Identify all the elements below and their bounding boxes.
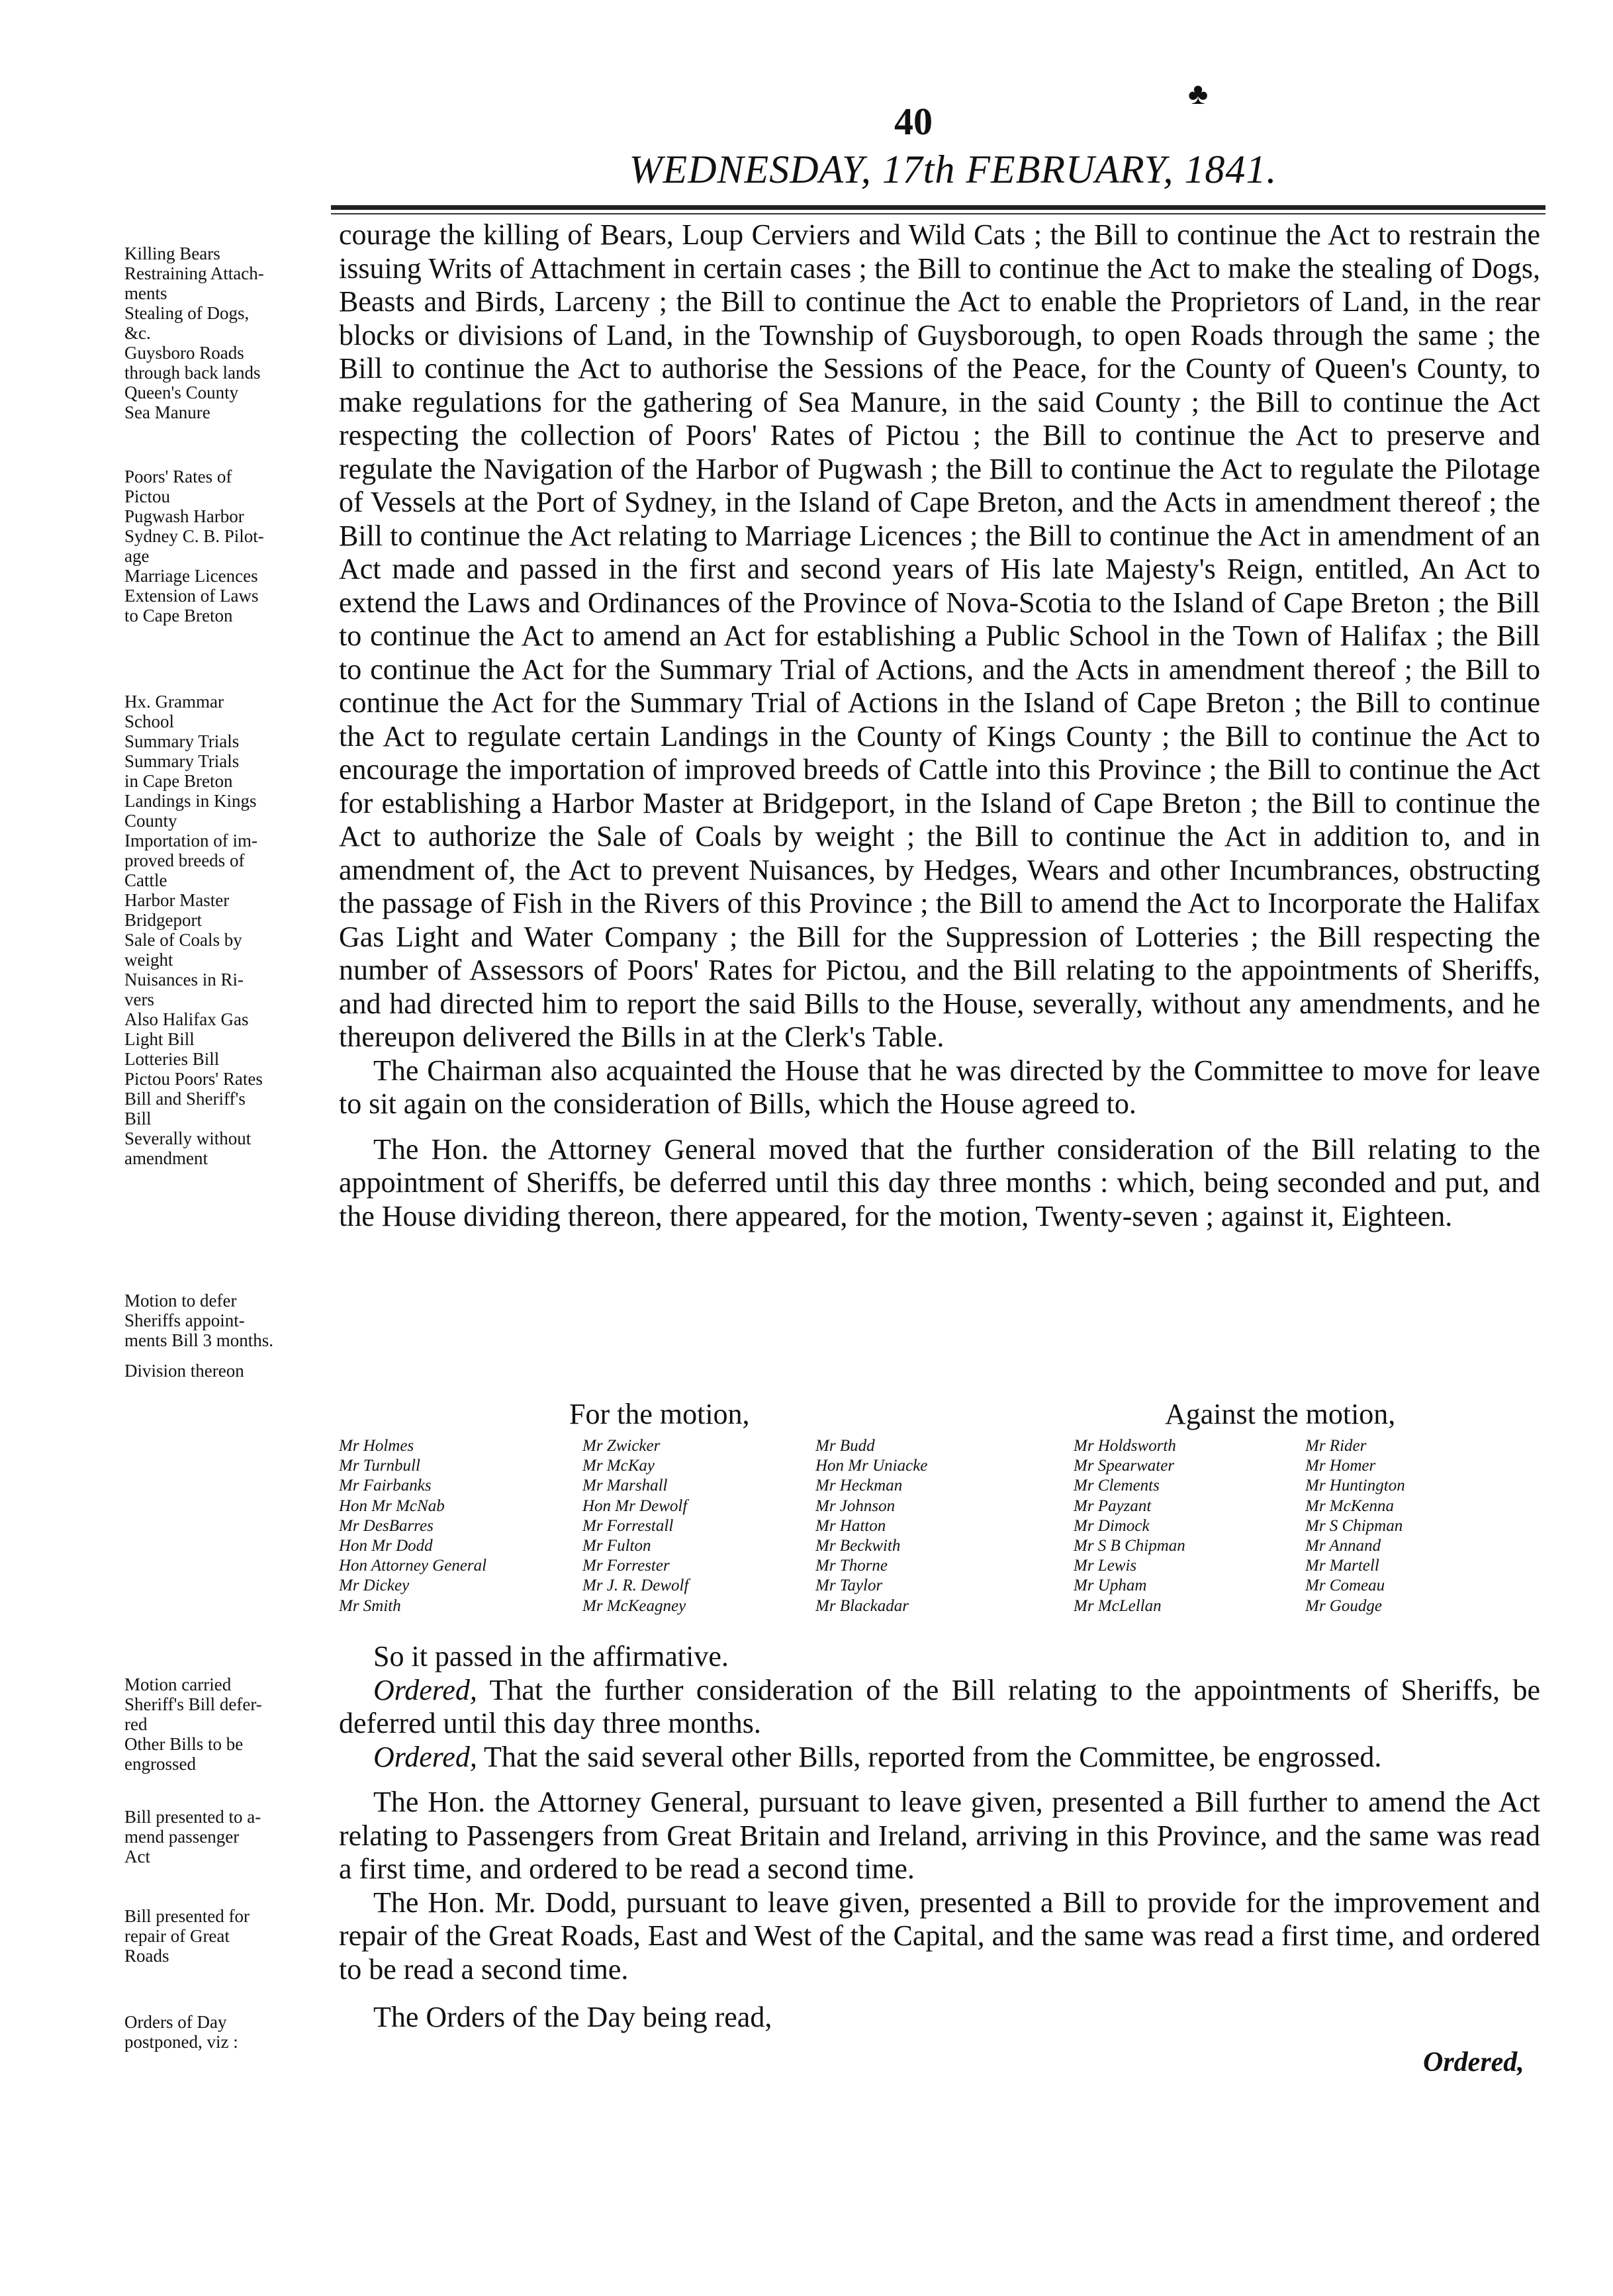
margin-note: Sydney C. B. Pilot- [124, 526, 264, 546]
page-header-date: WEDNESDAY, 17th FEBRUARY, 1841. [629, 148, 1277, 191]
paragraph-passenger-bill: The Hon. the Attorney General, pursuant to leave given, presented a Bill further to amend the Act relating to Passengers from Great Britain and Ireland, arriving in this Province, and the same was read a first time, and ordered to be read a second time. [339, 1786, 1540, 1885]
margin-note: Hx. Grammar [124, 692, 224, 712]
margin-note: Cattle [124, 870, 167, 890]
member-name: Mr J. R. Dewolf [582, 1577, 689, 1595]
margin-note: Act [124, 1847, 150, 1866]
margin-note: Sheriffs appoint- [124, 1310, 245, 1330]
body-text-lower [339, 1640, 1540, 2035]
margin-note: Light Bill [124, 1029, 195, 1049]
margin-notes-group-4 [124, 1291, 330, 1381]
margin-note: Summary Trials [124, 751, 240, 771]
margin-note: vers [124, 989, 154, 1009]
member-name: Mr Payzant [1074, 1496, 1152, 1515]
margin-note: through back lands [124, 363, 261, 383]
margin-note: Bill presented to a- [124, 1807, 261, 1827]
paragraph-roads-bill: The Hon. Mr. Dodd, pursuant to leave given, presented a Bill to provide for the improvement and repair of the Great Roads, East and West of the Capital, and the same was read a first time, and ordered to be read a second time. [339, 1886, 1540, 1986]
margin-note: Division thereon [124, 1361, 244, 1381]
for-motion-heading: For the motion, [569, 1398, 750, 1430]
member-name: Mr McKay [582, 1457, 655, 1475]
for-column-2 [582, 1436, 688, 1616]
margin-note: School [124, 712, 175, 731]
against-column-2 [1305, 1436, 1405, 1616]
margin-notes-group-5 [124, 1675, 330, 1774]
member-name: Hon Mr Uniacke [815, 1457, 928, 1475]
margin-note: ments [124, 283, 167, 303]
margin-notes-group-7 [124, 1906, 330, 1966]
margin-note: repair of Great [124, 1926, 230, 1946]
header-rule [331, 205, 1545, 210]
margin-note: red [124, 1714, 148, 1734]
margin-note: Pictou [124, 486, 171, 506]
ordered-text: That the said several other Bills, reported from the Committee, be engrossed. [477, 1740, 1382, 1773]
margin-note: Queen's County [124, 383, 239, 402]
margin-note: Sale of Coals by [124, 930, 242, 950]
margin-note: to Cape Breton [124, 606, 233, 625]
member-name: Mr Holmes [339, 1437, 414, 1455]
member-name: Mr S B Chipman [1074, 1537, 1185, 1555]
member-name: Mr Thorne [815, 1557, 888, 1575]
member-name: Mr Beckwith [815, 1537, 901, 1555]
member-name: Mr Fulton [582, 1537, 651, 1555]
margin-note: Poors' Rates of [124, 467, 232, 486]
margin-note: Motion to defer [124, 1291, 237, 1310]
margin-note: age [124, 546, 150, 566]
margin-note: Bridgeport [124, 910, 202, 930]
margin-note: Restraining Attach- [124, 263, 264, 283]
member-name: Mr Zwicker [582, 1437, 661, 1455]
member-name: Mr Forrester [582, 1557, 670, 1575]
margin-notes-group-1 [124, 244, 330, 422]
paragraph-motion: The Hon. the Attorney General moved that the further consideration of the Bill relating to the appointment of Sheriffs, be deferred until this day three months : which, being seconded and put, and the House dividing thereon, there appeared, for the motion, Twenty-seven ; against it, Eighteen. [339, 1132, 1540, 1232]
against-motion-heading: Against the motion, [1165, 1398, 1396, 1430]
member-name: Mr Fairbanks [339, 1477, 432, 1495]
member-name: Mr Clements [1074, 1477, 1160, 1495]
margin-notes-group-3 [124, 692, 330, 1168]
margin-note: Importation of im- [124, 831, 257, 850]
margin-note: Pictou Poors' Rates [124, 1069, 263, 1089]
margin-note: weight [124, 950, 173, 970]
member-name: Mr S Chipman [1305, 1516, 1403, 1535]
member-name: Mr McKenna [1305, 1496, 1394, 1515]
member-name: Mr Turnbull [339, 1457, 420, 1475]
margin-note: Stealing of Dogs, [124, 303, 250, 323]
margin-note: Also Halifax Gas [124, 1009, 249, 1029]
margin-note: Harbor Master [124, 890, 230, 910]
margin-note: engrossed [124, 1754, 196, 1774]
margin-note: Roads [124, 1946, 169, 1966]
margin-note: Landings in Kings [124, 791, 257, 811]
margin-note: Orders of Day [124, 2012, 227, 2032]
margin-note: Marriage Licences [124, 566, 258, 586]
margin-note: Pugwash Harbor [124, 506, 244, 526]
margin-note: Killing Bears [124, 244, 220, 263]
margin-note: Nuisances in Ri- [124, 970, 244, 989]
margin-notes-group-2 [124, 467, 330, 625]
margin-note: Extension of Laws [124, 586, 259, 606]
paragraph-orders-of-day: The Orders of the Day being read, [373, 2001, 772, 2033]
member-name: Mr McLellan [1074, 1596, 1162, 1615]
margin-note: Other Bills to be [124, 1734, 244, 1754]
margin-note: mend passenger [124, 1827, 240, 1847]
ordered-text: That the further consideration of the Bill relating to the appointments of Sheriffs, be deferred until this day three months. [339, 1673, 1540, 1739]
margin-note: Bill presented for [124, 1906, 250, 1926]
member-name: Mr Hatton [815, 1516, 886, 1535]
member-name: Mr DesBarres [339, 1516, 434, 1535]
member-name: Mr Forrestall [582, 1516, 674, 1535]
margin-note: County [124, 811, 177, 831]
paragraph-bills-list: courage the killing of Bears, Loup Cerviers and Wild Cats ; the Bill to continue the Act to restrain the issuing Writs of Attachment in certain cases ; the Bill to continue the Act to make the stealing of Dogs, Beasts and Birds, Larceny ; the Bill to continue the Act to enable the Proprietors of Land, in the rear blocks or divisions of Land, in the Township of Guysborough, to open Roads through the same ; the Bill to continue the Act to authorise the Sessions of the Peace, for the County of Queen's County, to make regulations for the gathering of Sea Manure, in the said County ; the Bill to continue the Act respecting the collection of Poors' Rates of Pictou ; the Bill to continue the Act to preserve and regulate the Navigation of the Harbor of Pugwash ; the Bill to continue the Act to regulate the Pilotage of Vessels at the Port of Sydney, in the Island of Cape Breton, and the Acts in amendment thereof ; the Bill to continue the Act relating to Marriage Licences ; the Bill to continue the Act in amendment of an Act made and passed in the first and second years of His late Majesty's Reign, entitled, An Act to extend the Laws and Ordinances of the Province of Nova-Scotia to the Island of Cape Breton ; the Bill to continue the Act to amend an Act for establishing a Public School in the Town of Halifax ; the Bill to continue the Act for the Summary Trial of Actions, and the Acts in amendment thereof ; the Bill to continue the Act for the Summary Trial of Actions in the Island of Cape Breton ; the Bill to continue the Act to regulate certain Landings in the County of Kings County ; the Bill to continue the Act to encourage the importation of improved breeds of Cattle into this Province ; the Bill to continue the Act for establishing a Harbor Master at Bridgeport, in the Island of Cape Breton ; the Bill to continue the Act to authorize the Sale of Coals by weight ; the Bill to continue the Act in addition to, and in amendment of, the Act to prevent Nuisances, by Hedges, Wears and other Incumbrances, obstructing the passage of Fish in the Rivers of this Province ; the Bill to amend the Act to Incorporate the Halifax Gas Light and Water Company ; the Bill for the Suppression of Lotteries ; the Bill respecting the number of Assessors of Poors' Rates for Pictou, and the Bill relating to the appointments of Sheriffs, and had directed him to report the said Bills to the House, severally, without any amendments, and he thereupon delivered the Bills in at the Clerk's Table. [339, 218, 1540, 1053]
catchword: Ordered, [1423, 2047, 1524, 2078]
paragraph-chairman: The Chairman also acquainted the House that he was directed by the Committee to move for leave to sit again on the consideration of Bills, which the House agreed to. [339, 1054, 1540, 1120]
for-column-1 [339, 1436, 486, 1616]
member-name: Mr Lewis [1074, 1557, 1137, 1575]
member-name: Mr Comeau [1305, 1577, 1385, 1595]
member-name: Mr Dimock [1074, 1516, 1150, 1535]
ordered-label: Ordered, [373, 1740, 477, 1773]
member-name: Mr Martell [1305, 1557, 1379, 1575]
member-name: Mr Taylor [815, 1577, 883, 1595]
member-name: Mr Holdsworth [1074, 1437, 1176, 1455]
margin-note: Sea Manure [124, 402, 210, 422]
paragraph-ordered-engrossed [339, 1741, 1540, 1774]
margin-note: Motion carried [124, 1675, 232, 1694]
margin-notes-group-6 [124, 1807, 330, 1866]
margin-note: Summary Trials [124, 731, 240, 751]
paragraph-ordered-sheriffs [339, 1674, 1540, 1741]
member-name: Mr Spearwater [1074, 1457, 1175, 1475]
margin-note: &c. [124, 323, 151, 343]
member-name: Mr Annand [1305, 1537, 1381, 1555]
member-name: Mr Smith [339, 1596, 401, 1615]
margin-note: Severally without [124, 1128, 252, 1148]
page-number: 40 [894, 100, 933, 143]
margin-note: postponed, viz : [124, 2032, 238, 2052]
header-rule-thin [331, 213, 1545, 214]
member-name: Hon Attorney General [339, 1557, 487, 1575]
member-name: Mr Homer [1305, 1457, 1376, 1475]
member-name: Mr Goudge [1305, 1596, 1382, 1615]
ordered-label: Ordered, [373, 1673, 477, 1706]
margin-note: Bill and Sheriff's [124, 1089, 246, 1109]
member-name: Mr Rider [1305, 1437, 1367, 1455]
member-name: Mr Heckman [815, 1477, 903, 1495]
margin-note: Guysboro Roads [124, 343, 244, 363]
margin-note: ments Bill 3 months. [124, 1330, 274, 1350]
margin-note: in Cape Breton [124, 771, 233, 791]
printer-ornament-icon: ♣ [1188, 77, 1209, 111]
member-name: Hon Mr Dodd [339, 1537, 433, 1555]
margin-note: proved breeds of [124, 850, 245, 870]
margin-notes-group-8 [124, 2012, 330, 2052]
for-column-3 [815, 1436, 927, 1616]
member-name: Mr Blackadar [815, 1596, 909, 1615]
member-name: Hon Mr McNab [339, 1496, 445, 1515]
member-name: Mr Upham [1074, 1577, 1147, 1595]
paragraph-affirmative: So it passed in the affirmative. [373, 1640, 729, 1673]
member-name: Mr Marshall [582, 1477, 668, 1495]
member-name: Mr Johnson [815, 1496, 896, 1515]
member-name: Mr McKeagney [582, 1596, 686, 1615]
body-text-upper [339, 218, 1540, 1233]
member-name: Mr Dickey [339, 1577, 410, 1595]
margin-note: Sheriff's Bill defer- [124, 1694, 262, 1714]
member-name: Hon Mr Dewolf [582, 1496, 688, 1515]
margin-note: Bill [124, 1109, 152, 1128]
margin-note: amendment [124, 1148, 208, 1168]
member-name: Mr Budd [815, 1437, 875, 1455]
margin-note: Lotteries Bill [124, 1049, 220, 1069]
member-name: Mr Huntington [1305, 1477, 1405, 1495]
against-column-1 [1074, 1436, 1185, 1616]
